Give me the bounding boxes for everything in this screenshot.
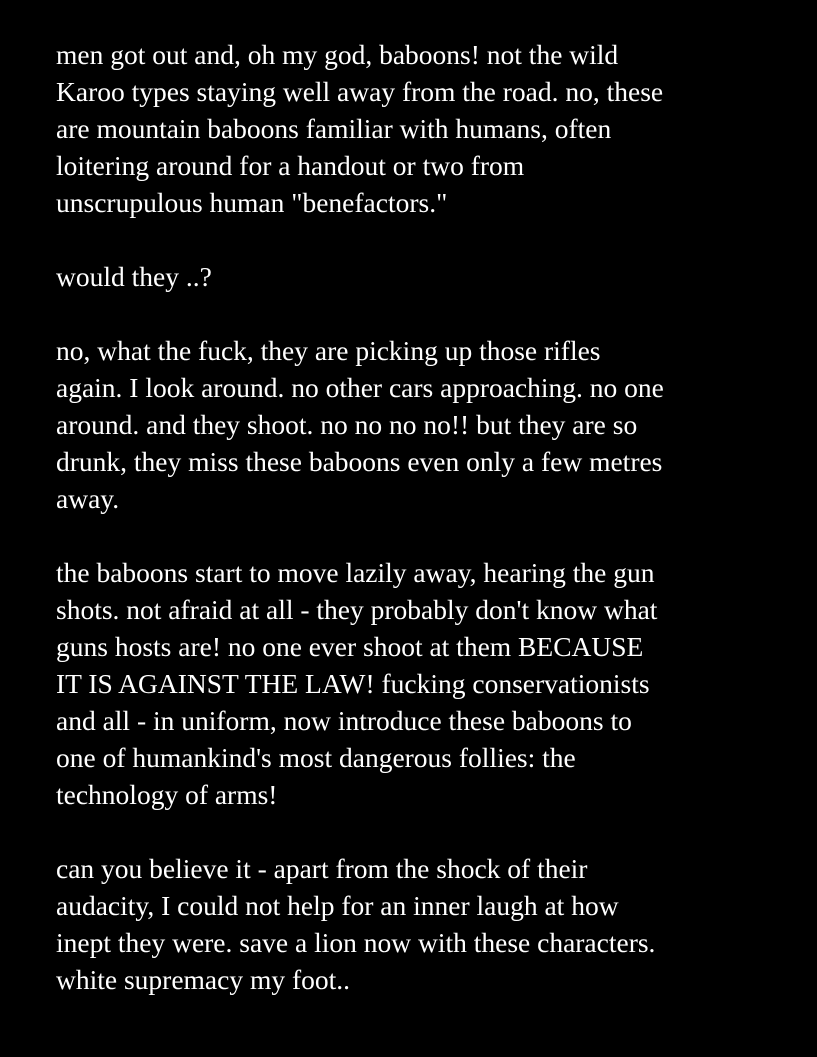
paragraph-2 — [56, 258, 806, 295]
text-line: would they ..? — [56, 261, 212, 292]
text-line: IT IS AGAINST THE LAW! fucking conservationists — [56, 668, 650, 699]
paragraph-5 — [56, 850, 806, 998]
text-line: white supremacy my foot.. — [56, 964, 351, 995]
text-line: no, what the fuck, they are picking up those rifles — [56, 335, 601, 366]
paragraph-1 — [56, 36, 806, 221]
text-line: around. and they shoot. no no no no!! but they are so — [56, 409, 638, 440]
text-line: the baboons start to move lazily away, hearing the gun — [56, 557, 655, 588]
text-line: shots. not afraid at all - they probably don't know what — [56, 594, 658, 625]
text-line: men got out and, oh my god, baboons! not the wild — [56, 39, 619, 70]
text-line: are mountain baboons familiar with humans, often — [56, 113, 612, 144]
text-line: Karoo types staying well away from the road. no, these — [56, 76, 664, 107]
text-line: technology of arms! — [56, 779, 278, 810]
document-text — [56, 36, 806, 998]
text-line: unscrupulous human "benefactors." — [56, 187, 448, 218]
text-line: away. — [56, 483, 120, 514]
text-line: again. I look around. no other cars approaching. no one — [56, 372, 664, 403]
text-line: drunk, they miss these baboons even only a few metres — [56, 446, 663, 477]
text-line: guns hosts are! no one ever shoot at them BECAUSE — [56, 631, 644, 662]
text-line: inept they were. save a lion now with these characters. — [56, 927, 656, 958]
text-line: loitering around for a handout or two from — [56, 150, 525, 181]
paragraph-3 — [56, 332, 806, 517]
text-line: can you believe it - apart from the shock of their — [56, 853, 588, 884]
text-line: and all - in uniform, now introduce these baboons to — [56, 705, 632, 736]
paragraph-4 — [56, 554, 806, 813]
text-line: one of humankind's most dangerous follies: the — [56, 742, 576, 773]
text-line: audacity, I could not help for an inner laugh at how — [56, 890, 619, 921]
